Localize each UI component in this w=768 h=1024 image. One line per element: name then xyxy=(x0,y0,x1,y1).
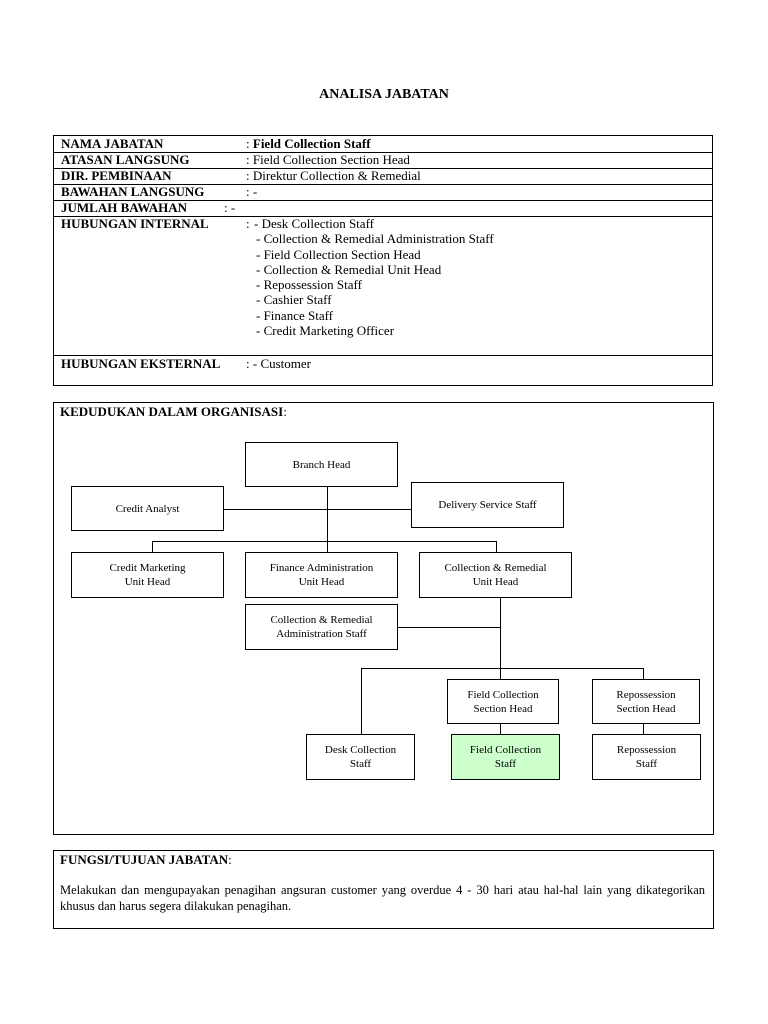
row-bawahan-langsung xyxy=(54,184,712,201)
connector-line xyxy=(643,724,644,734)
value-dir-pembinaan: : Direktur Collection & Remedial xyxy=(246,168,421,183)
connector-line xyxy=(327,487,328,542)
label-atasan-langsung: ATASAN LANGSUNG xyxy=(61,152,190,167)
list-item: - Collection & Remedial Unit Head xyxy=(256,261,442,277)
org-node-collection-remedial-unit-head: Collection & Remedial Unit Head xyxy=(419,552,572,598)
org-node-collection-remedial-admin-staff: Collection & Remedial Administration Staff xyxy=(245,604,398,650)
connector-line xyxy=(361,668,644,669)
list-item: - Credit Marketing Officer xyxy=(256,323,395,339)
label-dir-pembinaan: DIR. PEMBINAAN xyxy=(61,168,172,183)
org-node-repossession-section-head: Repossession Section Head xyxy=(592,679,700,724)
org-node-credit-marketing-unit-head: Credit Marketing Unit Head xyxy=(71,552,224,598)
value-bawahan-langsung: : - xyxy=(246,184,258,199)
label-hubungan-eksternal: HUBUNGAN EKSTERNAL xyxy=(61,356,221,371)
document-title: ANALISA JABATAN xyxy=(319,87,449,102)
label-bawahan-langsung: BAWAHAN LANGSUNG xyxy=(61,184,205,199)
row-jumlah-bawahan xyxy=(54,200,712,217)
label-jumlah-bawahan: JUMLAH BAWAHAN xyxy=(61,200,188,215)
label-hubungan-internal: HUBUNGAN INTERNAL xyxy=(61,216,209,231)
value-jumlah-bawahan: : - xyxy=(224,200,236,215)
internal-relations-list xyxy=(254,216,494,338)
connector-line xyxy=(361,668,362,734)
function-title: FUNGSI/TUJUAN JABATAN: xyxy=(60,852,232,867)
org-node-field-collection-staff: Field Collection Staff xyxy=(451,734,560,780)
value-hubungan-eksternal: : - Customer xyxy=(246,356,312,371)
connector-line xyxy=(152,541,153,552)
org-node-branch-head: Branch Head xyxy=(245,442,398,487)
org-node-credit-analyst: Credit Analyst xyxy=(71,486,224,531)
org-node-finance-admin-unit-head: Finance Administration Unit Head xyxy=(245,552,398,598)
connector-line xyxy=(643,668,644,679)
label-nama-jabatan: NAMA JABATAN xyxy=(61,136,164,151)
list-item: - Field Collection Section Head xyxy=(256,246,421,262)
org-node-desk-collection-staff: Desk Collection Staff xyxy=(306,734,415,780)
internal-colon: : xyxy=(246,216,250,231)
connector-line xyxy=(496,541,497,552)
list-item: - Finance Staff xyxy=(256,307,334,323)
job-info-table xyxy=(53,135,713,386)
connector-line xyxy=(327,541,328,552)
row-hubungan-internal xyxy=(54,216,712,356)
row-dir-pembinaan xyxy=(54,168,712,185)
connector-line xyxy=(224,509,411,510)
org-node-repossession-staff: Repossession Staff xyxy=(592,734,701,780)
list-item: - Desk Collection Staff xyxy=(254,216,374,231)
org-node-field-collection-section-head: Field Collection Section Head xyxy=(447,679,559,724)
connector-line xyxy=(398,627,500,628)
list-item: - Cashier Staff xyxy=(256,292,332,308)
org-node-delivery-service-staff: Delivery Service Staff xyxy=(411,482,564,528)
connector-line xyxy=(152,541,497,542)
function-description: Melakukan dan mengupayakan penagihan angsuran customer yang overdue 4 - 30 hari atau hal-hal lain yang dikategorikan khusus dan harus segera dilakukan penagihan. xyxy=(60,883,705,913)
list-item: - Collection & Remedial Administration Staff xyxy=(256,231,494,247)
connector-line xyxy=(500,597,501,679)
list-item: - Repossession Staff xyxy=(256,277,362,293)
value-atasan-langsung: : Field Collection Section Head xyxy=(246,152,410,167)
row-nama-jabatan xyxy=(54,136,712,153)
connector-line xyxy=(500,724,501,734)
value-nama-jabatan: : Field Collection Staff xyxy=(246,136,371,151)
row-hubungan-eksternal xyxy=(54,355,712,385)
org-chart-title: KEDUDUKAN DALAM ORGANISASI: xyxy=(60,404,287,419)
row-atasan-langsung xyxy=(54,152,712,169)
